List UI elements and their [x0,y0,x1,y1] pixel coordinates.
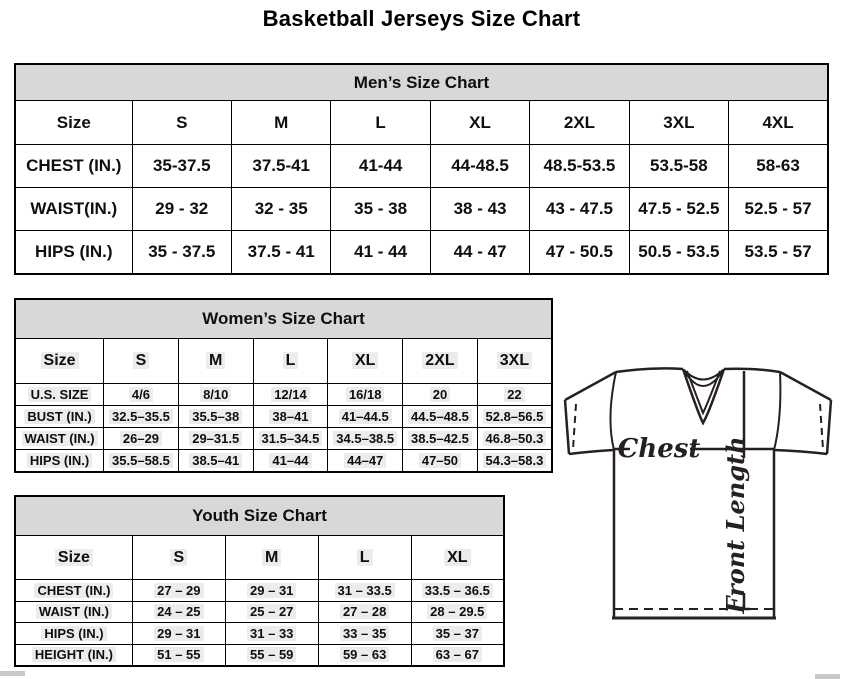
size-value: 38.5–42.5 [403,428,478,450]
size-value: 29 - 32 [132,188,231,231]
column-header: L [331,101,430,145]
column-header: S [104,339,179,384]
size-value: 35 - 38 [331,188,430,231]
table-row [15,623,504,645]
column-header: XL [328,339,403,384]
size-value: 47.5 - 52.5 [629,188,728,231]
size-value: 41-44 [331,145,430,188]
scrollbar-fragment-left[interactable] [0,671,25,676]
size-value: 8/10 [178,384,253,406]
front-length-label: Front Length [721,436,750,614]
size-value: 38.5–41 [178,450,253,473]
youth-table-caption: Youth Size Chart [15,496,504,536]
size-value: 52.8–56.5 [477,406,552,428]
size-value: 31 – 33.5 [318,580,411,602]
size-value: 24 – 25 [132,601,225,623]
size-value: 53.5 - 57 [729,231,828,275]
size-value: 50.5 - 53.5 [629,231,728,275]
chest-label: Chest [617,434,701,464]
column-header: XL [411,536,504,580]
size-value: 44-48.5 [430,145,529,188]
column-header: XL [430,101,529,145]
table-row [15,450,552,473]
size-value: 22 [477,384,552,406]
row-label: CHEST (IN.) [15,145,132,188]
column-header: Size [15,101,132,145]
size-value: 4/6 [104,384,179,406]
table-row [15,644,504,666]
column-header: 3XL [477,339,552,384]
left-cuff-dashed-line [573,404,576,449]
row-label: WAIST (IN.) [15,428,104,450]
size-value: 41–44 [253,450,328,473]
size-value: 63 – 67 [411,644,504,666]
size-value: 44–47 [328,450,403,473]
table-row [15,406,552,428]
row-label: HEIGHT (IN.) [15,644,132,666]
size-value: 12/14 [253,384,328,406]
column-header: Size [15,536,132,580]
column-header: 3XL [629,101,728,145]
column-header: M [178,339,253,384]
size-value: 35 – 37 [411,623,504,645]
row-label: BUST (IN.) [15,406,104,428]
size-value: 53.5-58 [629,145,728,188]
column-header: 4XL [729,101,828,145]
size-value: 37.5-41 [231,145,330,188]
size-value: 38–41 [253,406,328,428]
size-value: 38 - 43 [430,188,529,231]
size-value: 32.5–35.5 [104,406,179,428]
size-value: 29–31.5 [178,428,253,450]
size-value: 25 – 27 [225,601,318,623]
size-value: 43 - 47.5 [530,188,629,231]
column-header: L [253,339,328,384]
right-cuff-dashed-line [820,404,823,449]
size-value: 55 – 59 [225,644,318,666]
mens-size-table [14,63,829,275]
row-label: HIPS (IN.) [15,231,132,275]
size-value: 28 – 29.5 [411,601,504,623]
size-value: 31 – 33 [225,623,318,645]
size-value: 16/18 [328,384,403,406]
size-value: 47 - 50.5 [530,231,629,275]
size-value: 46.8–50.3 [477,428,552,450]
size-value: 27 – 29 [132,580,225,602]
table-row [15,428,552,450]
column-header: S [132,101,231,145]
column-header: M [225,536,318,580]
column-header: M [231,101,330,145]
table-row [15,601,504,623]
table-row [15,231,828,275]
size-value: 59 – 63 [318,644,411,666]
size-value: 31.5–34.5 [253,428,328,450]
row-label: U.S. SIZE [15,384,104,406]
size-value: 54.3–58.3 [477,450,552,473]
row-label: WAIST(IN.) [15,188,132,231]
size-value: 44 - 47 [430,231,529,275]
size-value: 37.5 - 41 [231,231,330,275]
size-value: 41–44.5 [328,406,403,428]
size-value: 52.5 - 57 [729,188,828,231]
size-value: 51 – 55 [132,644,225,666]
size-value: 44.5–48.5 [403,406,478,428]
row-label: CHEST (IN.) [15,580,132,602]
mens-table-caption: Men’s Size Chart [15,64,828,101]
row-label: WAIST (IN.) [15,601,132,623]
size-value: 35.5–38 [178,406,253,428]
column-header: 2XL [530,101,629,145]
column-header: S [132,536,225,580]
size-value: 35.5–58.5 [104,450,179,473]
size-value: 35 - 37.5 [132,231,231,275]
size-value: 26–29 [104,428,179,450]
jersey-diagram [556,363,840,633]
size-value: 35-37.5 [132,145,231,188]
table-row [15,188,828,231]
size-value: 41 - 44 [331,231,430,275]
youth-size-table [14,495,505,667]
column-header: 2XL [403,339,478,384]
womens-table-caption: Women’s Size Chart [15,299,552,339]
table-row [15,580,504,602]
size-value: 20 [403,384,478,406]
page-title: Basketball Jerseys Size Chart [262,6,581,31]
row-label: HIPS (IN.) [15,623,132,645]
table-row [15,384,552,406]
size-value: 33 – 35 [318,623,411,645]
size-value: 58-63 [729,145,828,188]
column-header: Size [15,339,104,384]
scrollbar-fragment-right[interactable] [815,674,840,679]
size-value: 33.5 – 36.5 [411,580,504,602]
size-value: 27 – 28 [318,601,411,623]
row-label: HIPS (IN.) [15,450,104,473]
size-value: 29 – 31 [132,623,225,645]
table-row [15,145,828,188]
column-header: L [318,536,411,580]
size-value: 29 – 31 [225,580,318,602]
size-value: 48.5-53.5 [530,145,629,188]
size-value: 47–50 [403,450,478,473]
size-value: 32 - 35 [231,188,330,231]
size-value: 34.5–38.5 [328,428,403,450]
womens-size-table [14,298,553,473]
